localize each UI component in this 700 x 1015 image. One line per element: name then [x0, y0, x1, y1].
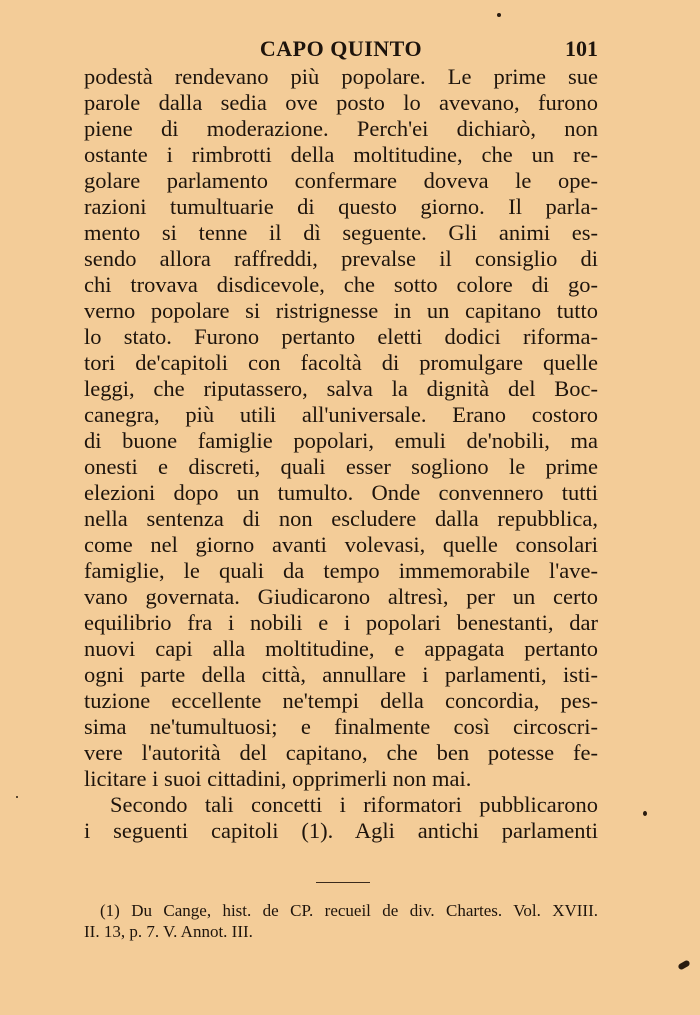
text-line: nuovi capi alla moltitudine, e appagata pertanto — [84, 636, 598, 661]
text-line: nella sentenza di non escludere dalla repubblica, — [84, 506, 598, 531]
text-line: sendo allora raffreddi, prevalse il consiglio di — [84, 246, 598, 271]
paper-speck — [643, 811, 647, 816]
text-line: chi trovava disdicevole, che sotto colore di go- — [84, 272, 598, 297]
text-line: i seguenti capitoli (1). Agli antichi parlamenti — [84, 818, 598, 843]
paper-speck — [497, 13, 501, 17]
text-line: equilibrio fra i nobili e i popolari benestanti, dar — [84, 610, 598, 635]
text-line: tori de'capitoli con facoltà di promulgare quelle — [84, 350, 598, 375]
footnote-line: II. 13, p. 7. V. Annot. III. — [84, 922, 253, 941]
text-line: ogni parte della città, annullare i parlamenti, isti- — [84, 662, 598, 687]
text-line: elezioni dopo un tumulto. Onde convennero tutti — [84, 480, 598, 505]
footnote — [84, 900, 598, 942]
text-line: di buone famiglie popolari, emuli de'nobili, ma — [84, 428, 598, 453]
text-line: ostante i rimbrotti della moltitudine, che un re- — [84, 142, 598, 167]
body-text — [84, 64, 598, 844]
text-line: Secondo tali concetti i riformatori pubblicarono — [110, 792, 598, 817]
running-head: CAPO QUINTO — [259, 36, 423, 61]
text-line: parole dalla sedia ove posto lo avevano, furono — [84, 90, 598, 115]
text-line: mento si tenne il dì seguente. Gli animi es- — [84, 220, 598, 245]
text-line: piene di moderazione. Perch'ei dichiarò, non — [84, 116, 598, 141]
text-line: vano governata. Giudicarono altresì, per un certo — [84, 584, 598, 609]
text-line: golare parlamento confermare doveva le ope- — [84, 168, 598, 193]
page-number: 101 — [565, 36, 598, 61]
paper-speck — [16, 796, 18, 798]
text-line: leggi, che riputassero, salva la dignità del Boc- — [84, 376, 598, 401]
footnote-line: (1) Du Cange, hist. de CP. recueil de div. Chartes. Vol. XVIII. — [100, 901, 598, 920]
text-line: come nel giorno avanti volevasi, quelle consolari — [84, 532, 598, 557]
footnote-rule — [316, 882, 370, 883]
text-line: canegra, più utili all'universale. Erano costoro — [84, 402, 598, 427]
text-line: sima ne'tumultuosi; e finalmente così circoscri- — [84, 714, 598, 739]
text-line: podestà rendevano più popolare. Le prime sue — [84, 64, 598, 89]
text-line: verno popolare si ristrignesse in un capitano tutto — [84, 298, 598, 323]
text-line: licitare i suoi cittadini, opprimerli non mai. — [84, 766, 472, 791]
text-line: tuzione eccellente ne'tempi della concordia, pes- — [84, 688, 598, 713]
text-line: onesti e discreti, quali esser sogliono le prime — [84, 454, 598, 479]
text-line: lo stato. Furono pertanto eletti dodici riforma- — [84, 324, 598, 349]
paper-speck — [677, 959, 690, 970]
text-line: razioni tumultuarie di questo giorno. Il parla- — [84, 194, 598, 219]
page-header — [84, 36, 598, 64]
text-line: vere l'autorità del capitano, che ben potesse fe- — [84, 740, 598, 765]
text-line: famiglie, le quali da tempo immemorabile l'ave- — [84, 558, 598, 583]
